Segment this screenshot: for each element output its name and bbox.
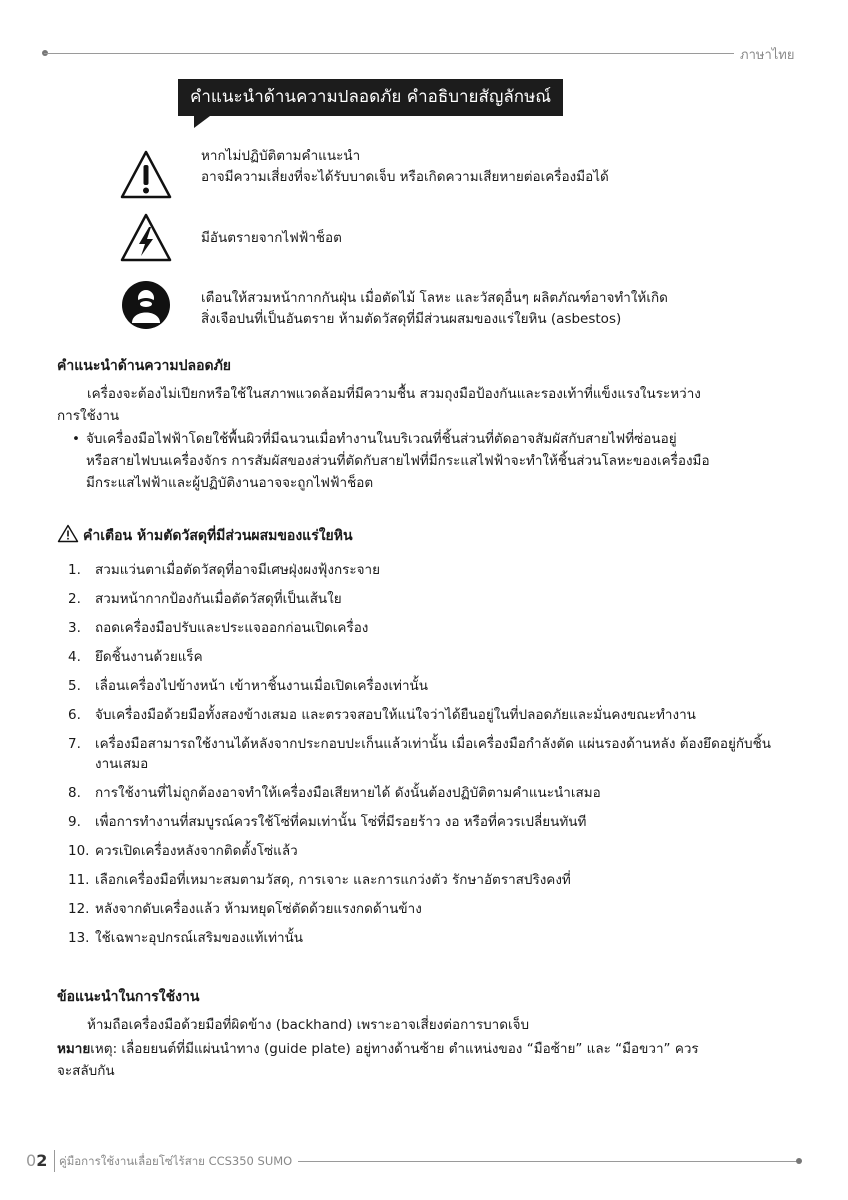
list-item: 4. ยึดชิ้นงานด้วยแร็ค <box>68 649 203 665</box>
safety-bullet: • จับเครื่องมือไฟฟ้าโดยใช้พื้นผิวที่มีฉนวนเมื่อทำงานในบริเวณที่ชิ้นส่วนที่ตัดอาจสัมผัสกับสายไฟที่ซ่อนอยู่ หรือสายไฟบนเครื่องจักร การสัมผัสของส่วนที่ตัดกับสายไฟที่มีกระแสไฟฟ้าจะทำให้ชิ้นส่วนโลหะของเครื่องมือ มีกระแสไฟฟ้าและผู้ปฏิบัติงานอาจจะถูกไฟฟ้าช็อต <box>72 428 772 494</box>
warning-steps-list <box>57 560 772 957</box>
list-item: 9. เพื่อการทำงานที่สมบูรณ์ควรใช้โซ่ที่คมเท่านั้น โซ่ที่มีรอยร้าว งอ หรือที่ควรเปลี่ยนทันที <box>68 814 587 830</box>
page-number: 02 <box>26 1151 48 1170</box>
list-item: 11. เลือกเครื่องมือที่เหมาะสมตามวัสดุ, การเจาะ และการแกว่งตัว รักษาอัตราสปริงคงที่ <box>68 872 571 888</box>
safety-paragraph: เครื่องจะต้องไม่เปียกหรือใช้ในสภาพแวดล้อมที่มีความชื้น สวมถุงมือป้องกันและรองเท้าที่แข็งแรงในระหว่าง การใช้งาน <box>57 386 701 424</box>
warning-exclamation-icon <box>120 149 172 201</box>
header-rule <box>44 53 734 54</box>
usage-paragraph: ห้ามถือเครื่องมือด้วยมือที่ผิดข้าง (backhand) เพราะอาจเสี่ยงต่อการบาดเจ็บ <box>87 1017 530 1033</box>
footer-dot <box>796 1158 802 1164</box>
footer-divider <box>54 1150 55 1172</box>
list-item: 12. หลังจากดับเครื่องแล้ว ห้ามหยุดโซ่ตัดด้วยแรงกดด้านข้าง <box>68 901 422 917</box>
language-label: ภาษาไทย <box>740 48 795 63</box>
list-item: 5. เลื่อนเครื่องไปข้างหน้า เข้าหาชิ้นงานเมื่อเปิดเครื่องเท่านั้น <box>68 678 428 694</box>
symbol-description-electric: มีอันตรายจากไฟฟ้าช็อต <box>201 230 342 246</box>
warning-small-icon <box>57 524 79 547</box>
list-item: 6. จับเครื่องมือด้วยมือทั้งสองข้างเสมอ และตรวจสอบให้แน่ใจว่าได้ยืนอยู่ในที่ปลอดภัยและมั่นคงขณะทำงาน <box>68 707 696 723</box>
list-item: 2. สวมหน้ากากป้องกันเมื่อตัดวัสดุที่เป็นเส้นใย <box>68 591 342 607</box>
list-item: 7. เครื่องมือสามารถใช้งานได้หลังจากประกอบปะเก็นแล้วเท่านั้น เมื่อเครื่องมือกำลังตัด แผ่นรองด้านหลัง ต้องยึดอยู่กับชิ้นงานเสมอ <box>68 736 772 772</box>
warning-heading: คำเตือน ห้ามตัดวัสดุที่มีส่วนผสมของแร่ใยหิน <box>57 524 353 547</box>
symbol-description-warning: หากไม่ปฏิบัติตามคำแนะนำ อาจมีความเสี่ยงที่จะได้รับบาดเจ็บ หรือเกิดความเสียหายต่อเครื่องมือได้ <box>201 148 609 185</box>
bullet-dot: • <box>72 431 80 447</box>
list-item: 10. ควรเปิดเครื่องหลังจากติดตั้งโซ่แล้ว <box>68 843 298 859</box>
banner-tail <box>194 116 210 128</box>
electric-shock-icon <box>120 212 172 264</box>
section-title-banner: คำแนะนำด้านความปลอดภัย คำอธิบายสัญลักษณ์ <box>178 79 563 116</box>
safety-heading: คำแนะนำด้านความปลอดภัย <box>57 358 232 374</box>
list-item: 3. ถอดเครื่องมือปรับและประแจออกก่อนเปิดเครื่อง <box>68 620 369 636</box>
list-item: 13. ใช้เฉพาะอุปกรณ์เสริมของแท้เท่านั้น <box>68 930 304 946</box>
footer-rule <box>298 1161 798 1162</box>
symbol-description-dust-mask: เตือนให้สวมหน้ากากกันฝุ่น เมื่อตัดไม้ โลหะ และวัสดุอื่นๆ ผลิตภัณฑ์อาจทำให้เกิด สิ่งเจือปนที่เป็นอันตราย ห้ามตัดวัสดุที่มีส่วนผสมของแร่ใยหิน (asbestos) <box>201 290 668 327</box>
usage-heading: ข้อแนะนำในการใช้งาน <box>57 989 200 1005</box>
dust-mask-icon <box>120 279 172 331</box>
list-item: 8. การใช้งานที่ไม่ถูกต้องอาจทำให้เครื่องมือเสียหายได้ ดังนั้นต้องปฏิบัติตามคำแนะนำเสมอ <box>68 785 601 801</box>
usage-note: หมายเหตุ: เลื่อยยนต์ที่มีแผ่นนำทาง (guide plate) อยู่ทางด้านซ้าย ตำแหน่งของ “มือซ้าย” และ “มือขวา” ควร จะสลับกัน <box>57 1041 699 1079</box>
list-item: 1. สวมแว่นตาเมื่อตัดวัสดุที่อาจมีเศษฝุ่งผงฟุ้งกระจาย <box>68 562 381 578</box>
footer-manual-title: คู่มือการใช้งานเลื่อยโซ่ไร้สาย CCS350 SUMO <box>59 1154 293 1168</box>
